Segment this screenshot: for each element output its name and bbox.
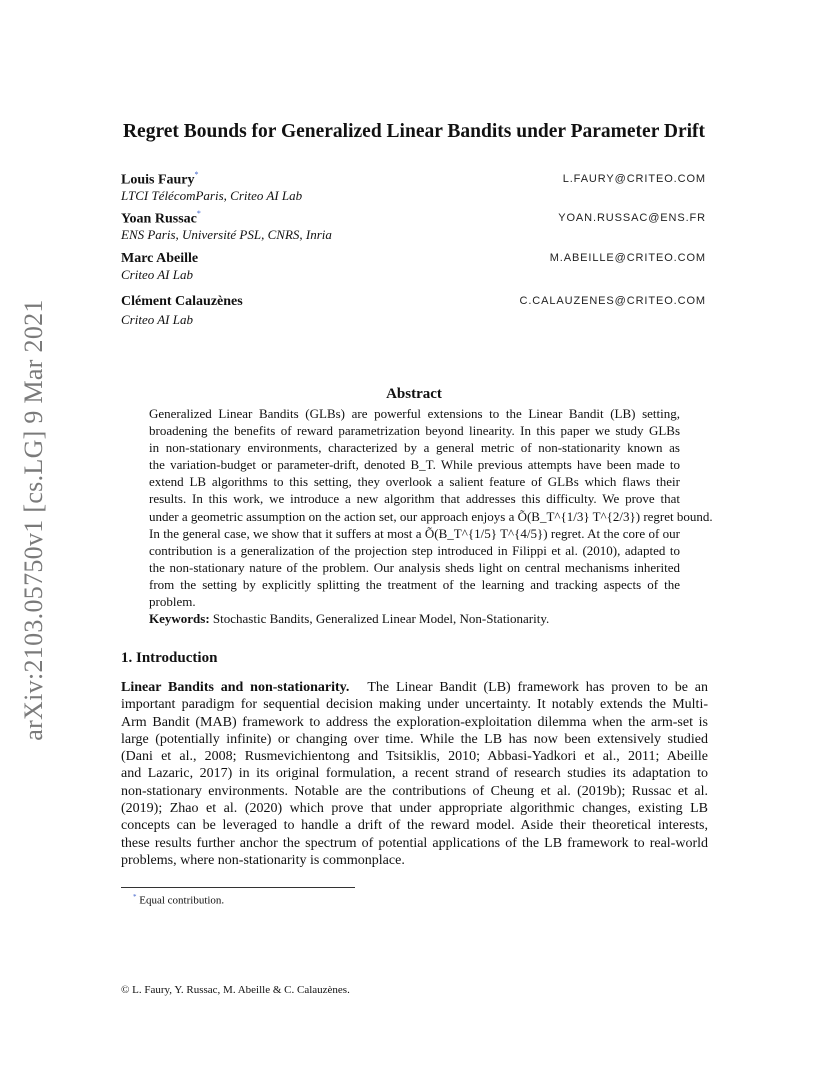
abstract-line: contribution is a generalization of the projection step introduced in Filippi et al. (2010), adapted to [149,542,680,558]
author-name: Louis Faury [121,172,195,188]
author-name: Marc Abeille [121,251,199,266]
paragraph-line: large (potentially infinite) or changing over time. While the LB has now been extensively studied [121,731,708,747]
section-heading: 1. Introduction [121,650,218,666]
paragraph-line: important paradigm for sequential decision making under uncertainty. It notably extends the Multi- [121,697,708,713]
introduction-paragraph [121,679,708,869]
author-affiliation: Criteo AI Lab [121,267,193,282]
equal-contribution-mark[interactable]: * [196,209,201,218]
paper-title: Regret Bounds for Generalized Linear Bandits under Parameter Drift [122,121,706,142]
footnote [133,893,224,907]
footnote-mark: * [133,893,137,901]
abstract-line: results. In this work, we introduce a new algorithm that addresses this difficulty. We prove that [149,491,680,507]
footnote-rule [121,887,355,888]
arxiv-identifier: arXiv:2103.05750v1 [cs.LG] 9 Mar 2021 [19,299,48,741]
paragraph-line: (Dani et al., 2008; Rusmevichientong and Tsitsiklis, 2010; Abbasi-Yadkori et al., 2011; Abeille [121,749,708,765]
author-email: C.CALAUZENES@CRITEO.COM [519,295,706,307]
abstract-line: in non-stationary environments, characterized by a general metric of non-stationarity known as [149,440,680,456]
abstract-heading: Abstract [386,386,442,402]
abstract-line: the non-stationary nature of the problem. Our analysis sheds light on central mechanisms inherited [149,559,680,575]
keywords [149,611,549,627]
paragraph-lead: Linear Bandits and non-stationarity. [121,680,350,695]
paragraph-line: (2019); Zhao et al. (2020) which prove that under appropriate algorithmic changes, existing LB [121,801,708,817]
paragraph-line: and Lazaric, 2017) in its original formulation, a recent strand of research studies its adaptation to [121,766,708,782]
paragraph-first-line: The Linear Bandit (LB) framework has proven to be an [367,680,708,695]
paragraph-line: non-stationary environments. Notable are the contributions of Cheung et al. (2019b); Russac et al. [121,783,708,799]
author-affiliation: ENS Paris, Université PSL, CNRS, Inria [121,227,332,243]
paragraph-line [121,679,708,696]
copyright-notice: © L. Faury, Y. Russac, M. Abeille & C. Calauzènes. [121,984,350,996]
author-affiliation: LTCI TélécomParis, Criteo AI Lab [121,188,303,204]
author-name: Clément Calauzènes [121,294,243,309]
paragraph-line: concepts can be leveraged to handle a drift of the reward model. Aside their theoretical interests, [121,818,708,834]
author-block-2 [121,209,332,243]
author-block-4 [121,292,243,328]
author-block-1 [121,170,302,204]
abstract-line: from the setting by explicitly splitting the treatment of the learning and tracking aspects of the [149,576,680,592]
author-affiliation: Criteo AI Lab [121,312,193,327]
abstract-line: the variation-budget or parameter-drift, denoted B_T. While previous attempts have been made to [149,457,680,473]
abstract-line: Generalized Linear Bandits (GLBs) are powerful extensions to the Linear Bandit (LB) setting, [149,406,680,421]
abstract-line: In the general case, we show that it suffers at most a Õ(B_T^{1/5} T^{4/5}) regret. At the core of our [149,525,680,541]
author-block-3 [121,249,198,283]
abstract-line: extend LB algorithms to this setting, they overlook a salient feature of GLBs which flaws their [149,474,680,490]
paragraph-line: these results further anchor the spectrum of potential applications of the LB framework to real-world [121,835,708,851]
author-name: Yoan Russac [121,211,197,227]
author-email: M.ABEILLE@CRITEO.COM [549,252,706,264]
abstract-line: broadening the benefits of reward parametrization beyond linearity. In this paper we study GLBs [149,423,680,439]
author-email: YOAN.RUSSAC@ENS.FR [558,212,706,224]
paragraph-line: problems, where non-stationarity is commonplace. [121,852,405,868]
paragraph-line: Arm Bandit (MAB) framework to address the exploration-exploitation dilemma when the arm-set is [121,714,708,730]
keywords-label: Keywords: [149,611,210,626]
footnote-text: Equal contribution. [139,894,225,907]
author-email: L.FAURY@CRITEO.COM [562,173,706,185]
abstract-line: under a geometric assumption on the action set, our approach enjoys a Õ(B_T^{1/3} T^{2/3}) regret bound. [149,508,713,524]
abstract-line: problem. [149,594,196,610]
equal-contribution-mark[interactable]: * [194,170,199,179]
keywords-text: Stochastic Bandits, Generalized Linear Model, Non-Stationarity. [212,611,550,626]
abstract-body [149,405,713,610]
